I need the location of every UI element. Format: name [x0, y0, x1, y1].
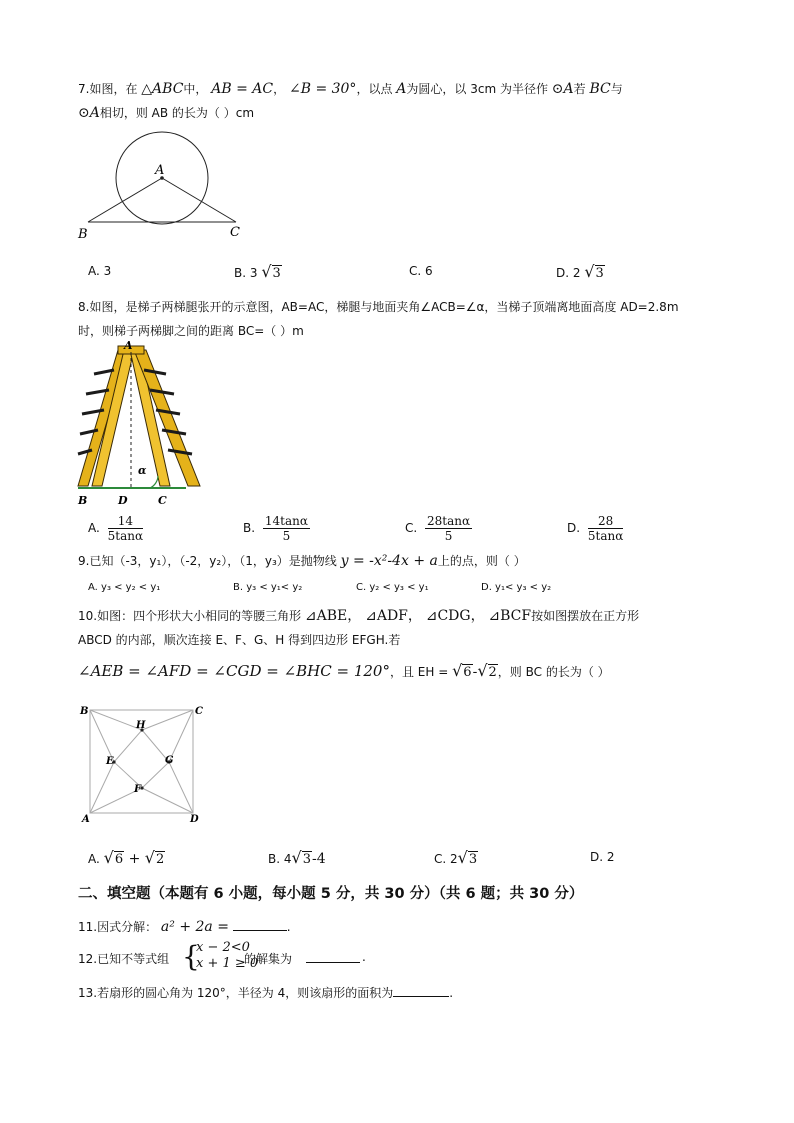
sqrt-icon: √ [261, 262, 272, 281]
q7-figure [74, 130, 254, 242]
sqrt-icon: √ [291, 848, 302, 867]
q7-point-a: A [396, 81, 407, 97]
q7-text: 若 [573, 82, 586, 96]
q10-text: ，且 EH = [389, 665, 449, 679]
q7-option-c: C. 6 [409, 264, 433, 278]
q8-option-d-fraction [588, 514, 623, 543]
q8-option-c-label: C. [405, 521, 418, 535]
q7-line2 [78, 104, 254, 121]
q10-text: 10.如图：四个形状大小相同的等腰三角形 [78, 609, 302, 623]
q11-line [78, 918, 291, 935]
sqrt-icon: √ [584, 262, 595, 281]
q7-option-b [234, 262, 282, 281]
fraction-denominator: 5 [282, 529, 291, 543]
q7-bc: BC [589, 81, 611, 97]
q7-text: ，以点 [356, 82, 393, 96]
q8-line1: 8.如图，是梯子两梯腿张开的示意图，AB=AC，梯腿与地面夹角∠ACB=∠α，当梯子顶端离地面高度 AD=2.8m [78, 300, 679, 314]
fraction-numerator: 14tanα [264, 514, 308, 528]
q10-angle-equation: ∠AEB = ∠AFD = ∠CGD = ∠BHC = 120° [78, 662, 390, 680]
q7-text: 中， [183, 82, 208, 96]
q10-label-g: G [165, 755, 174, 766]
q10-option-a-radicand-2: 2 [155, 852, 165, 867]
q10-label-c: C [195, 706, 203, 717]
q8-label-alpha: α [138, 464, 147, 477]
q8-option-b-label: B. [243, 521, 256, 535]
q7-circle-a: ⊙A [78, 105, 100, 121]
q9-equation: y = -x²-4x + a [340, 553, 438, 569]
sqrt-icon: √ [452, 661, 463, 680]
q10-option-a: A. √6 + √2 [88, 848, 165, 867]
q7-text: 相切，则 AB 的长为（ ）cm [99, 106, 255, 120]
q8-option-c [405, 514, 472, 543]
q12-text-tail: 的解集为 [244, 952, 293, 966]
fraction-numerator: 28tanα [427, 514, 471, 528]
q10-triangle-adf: ⊿ADF， [365, 608, 422, 624]
q12-inequality-2: x + 1 ≥ 0 [196, 956, 259, 971]
q8-option-a-fraction [108, 514, 143, 543]
q10-line1 [78, 605, 639, 625]
q7-text: 与 [610, 82, 623, 96]
q7-segment-ab [88, 178, 162, 222]
q8-label-d: D [118, 494, 128, 507]
q7-segment-ac [162, 178, 236, 222]
q10-option-a-label: A. [88, 852, 100, 866]
q10-text: ，则 BC 的长为（ ） [497, 665, 610, 679]
q8-label-a: A [124, 339, 133, 352]
q8-label-c: C [158, 494, 167, 507]
q10-eh-radicand-1: 6 [463, 665, 472, 680]
q7-label-a: A [155, 163, 165, 178]
q10-label-d: D [190, 814, 199, 825]
q7-option-b-radicand: 3 [272, 266, 281, 281]
q7-label-c: C [230, 225, 240, 240]
q8-option-a [88, 514, 143, 543]
q7-text: 7.如图，在 [78, 82, 138, 96]
fraction-denominator: 5 [444, 529, 453, 543]
q10-option-c [434, 848, 478, 867]
q10-option-c-label: C. 2 [434, 852, 458, 866]
q7-option-b-label: B. 3 [234, 266, 258, 280]
q8-option-d-label: D. [567, 521, 581, 535]
q8-option-a-label: A. [88, 521, 100, 535]
q12-text: 12.已知不等式组 [78, 952, 170, 966]
q10-option-b-radicand: 3 [302, 852, 311, 867]
fraction-numerator: 28 [588, 514, 623, 529]
q10-triangle-bcf: ⊿BCF [488, 608, 532, 624]
q10-triangle-abe: ⊿ABE， [304, 608, 362, 624]
q10-label-b: B [80, 706, 89, 717]
q10-line2: ABCD 的内部，顺次连接 E、F、G、H 得到四边形 EFGH.若 [78, 633, 401, 647]
q10-label-a: A [82, 814, 90, 825]
q10-option-c-radicand: 3 [468, 852, 478, 867]
q9-text: 上的点，则（ ） [437, 554, 526, 568]
sqrt-icon: √ [457, 848, 468, 867]
q11-period: . [286, 920, 291, 934]
q13-answer-blank[interactable] [393, 984, 449, 997]
q10-option-b-label: B. 4 [268, 852, 292, 866]
q7-circle-a: ⊙A [551, 81, 574, 97]
q10-option-a-radicand-1: 6 [114, 852, 124, 867]
q8-option-d [567, 514, 623, 543]
q10-line3: ∠AEB = ∠AFD = ∠CGD = ∠BHC = 120°，且 EH = √6-√2，则 BC 的长为（ ） [78, 661, 610, 680]
q10-option-b-tail: -4 [311, 851, 326, 867]
q9-option-b: B. y₃ < y₁< y₂ [233, 582, 303, 593]
q8-angle-arc [150, 476, 158, 488]
q12-period: . [362, 950, 366, 964]
q7-option-d [556, 262, 605, 281]
section-2-heading: 二、填空题（本题有 6 小题，每小题 5 分，共 30 分）（共 6 题；共 30 分） [78, 886, 584, 902]
q10-eh-radicand-2: 2 [488, 665, 497, 680]
q10-label-e: E [106, 756, 114, 767]
q7-label-b: B [78, 227, 88, 242]
brace-icon: { [182, 940, 200, 973]
q7-option-d-label: D. 2 [556, 266, 581, 280]
q10-option-d: D. 2 [590, 850, 615, 864]
sqrt-icon: √ [144, 848, 155, 867]
q8-label-b: B [78, 494, 88, 507]
fraction-denominator: 5tanα [107, 529, 144, 543]
q9-text: 9.已知（-3，y₁），（-2，y₂），（1，y₃）是抛物线 [78, 554, 337, 568]
q7-triangle: △ABC [141, 81, 184, 97]
q7-option-d-radicand: 3 [595, 266, 604, 281]
q7-option-a: A. 3 [88, 264, 112, 278]
q13-line [78, 984, 453, 1001]
q8-option-b-fraction [263, 514, 310, 543]
q10-quad-efgh [114, 730, 169, 788]
sqrt-icon: √ [477, 661, 488, 680]
q9-option-c: C. y₂ < y₃ < y₁ [356, 582, 429, 593]
q11-answer-blank[interactable] [233, 918, 287, 931]
q13-text: 13.若扇形的圆心角为 120°，半径为 4，则该扇形的面积为 [78, 986, 394, 1000]
q10-square-figure [76, 700, 206, 828]
q12-answer-blank[interactable] [306, 950, 360, 963]
sqrt-icon: √ [103, 848, 114, 867]
q8-option-b [243, 514, 310, 543]
q10-points [112, 728, 170, 789]
q9-option-d: D. y₁< y₃ < y₂ [481, 582, 552, 593]
q11-expression: a² + 2a = [160, 919, 229, 935]
q10-label-f: F [134, 784, 142, 795]
q13-period: . [449, 986, 454, 1000]
q9-option-a: A. y₃ < y₂ < y₁ [88, 582, 161, 593]
q7-eq-ab-ac: AB = AC [211, 81, 274, 97]
q7-eq-angle-b: ∠B = 30° [288, 81, 357, 97]
q8-line2: 时，则梯子两梯脚之间的距离 BC=（ ）m [78, 324, 304, 338]
q7-text: ， [273, 82, 286, 96]
q11-text: 11.因式分解： [78, 920, 158, 934]
q8-option-c-fraction [425, 514, 472, 543]
q10-option-b [268, 848, 326, 867]
fraction-denominator: 5tanα [587, 529, 624, 543]
q10-text: 按如图摆放在正方形 [531, 609, 640, 623]
q12-inequality-1: x − 2<0 [196, 940, 250, 955]
fraction-numerator: 14 [108, 514, 143, 529]
q7-line1 [78, 80, 623, 97]
q10-label-h: H [136, 720, 146, 731]
q7-text: 为圆心，以 3cm 为半径作 [406, 82, 548, 96]
q9-line [78, 552, 526, 569]
q10-triangle-cdg: ⊿CDG， [425, 608, 485, 624]
q8-ladder-figure [74, 338, 204, 510]
